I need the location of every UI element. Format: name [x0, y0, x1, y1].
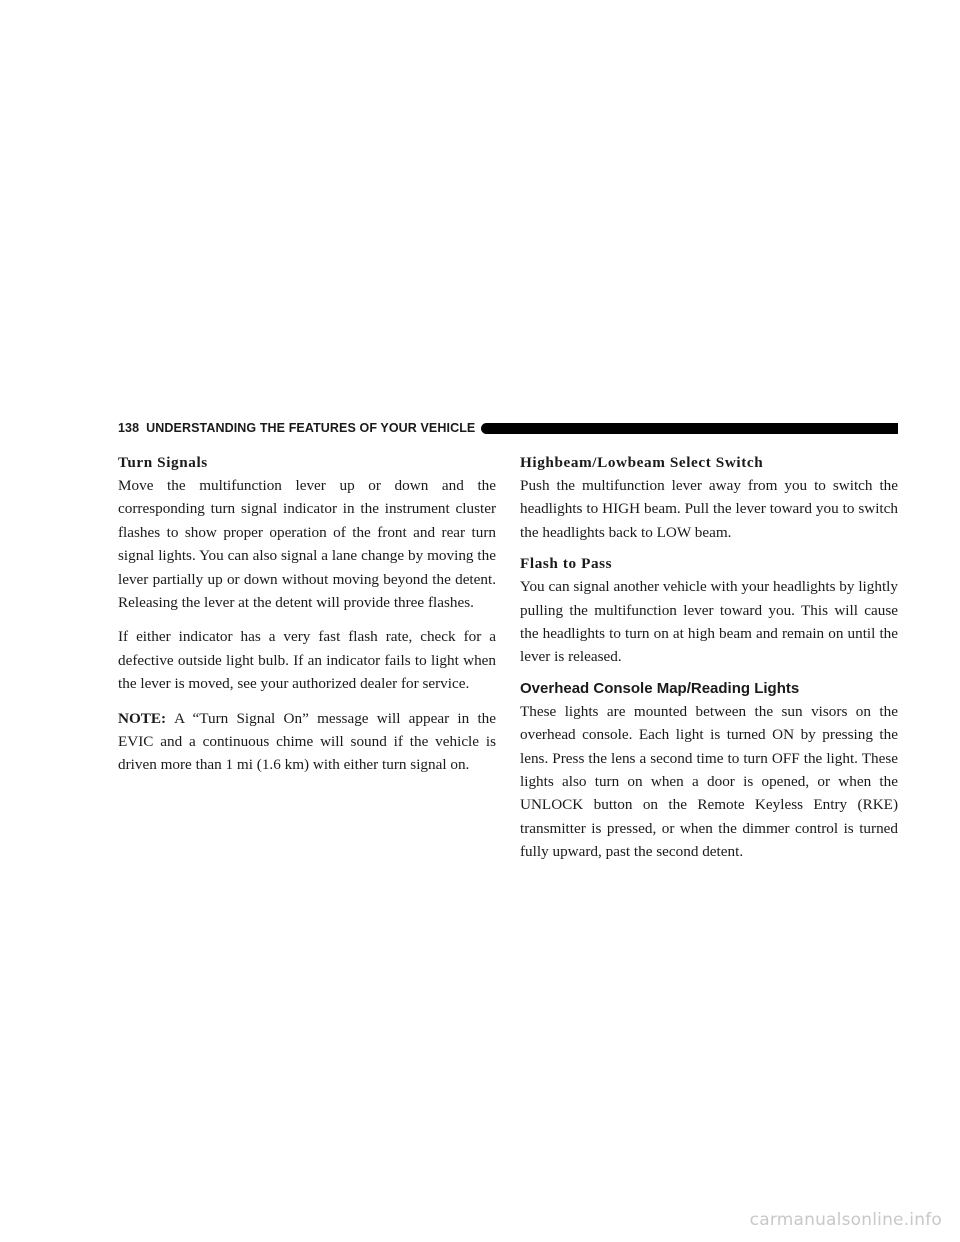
flash-to-pass-text: You can signal another vehicle with your headlights by lightly pulling the multifunction lever toward you. This will cause the headlights to turn on at high beam and remain on until the lever is released.: [520, 578, 898, 666]
overhead-console-text: These lights are mounted between the sun visors on the overhead console. Each light is turned ON by pressing the lens. Press the lens a second time to turn OFF the light. These lights also turn on when a door is opened, or when the UNLOCK button on the Remote Keyless Entry (RKE) transmitter is pressed, or when the dimmer control is turned fully upward, past the second detent.: [520, 702, 898, 861]
flash-to-pass-heading: Flash to Pass: [520, 555, 613, 573]
watermark: carmanualsonline.info: [749, 1210, 942, 1230]
section-title: UNDERSTANDING THE FEATURES OF YOUR VEHICLE: [146, 421, 476, 435]
left-column: [118, 452, 496, 777]
overhead-console-section: [520, 678, 898, 864]
note-label: NOTE:: [118, 709, 167, 727]
page-number: 138: [118, 421, 140, 435]
right-column: [520, 452, 898, 864]
turn-signals-paragraph-1: Move the multifunction lever up or down and the corresponding turn signal indicator in the instrument cluster flashes to show proper operation of the front and rear turn signal lights. You can also signal a lane change by moving the lever partially up or down without moving beyond the detent. Releasing the lever at the detent will provide three flashes.: [118, 477, 496, 612]
flash-to-pass-section: [520, 553, 898, 669]
header-rule: [481, 423, 898, 434]
overhead-console-heading: Overhead Console Map/Reading Lights: [520, 679, 800, 697]
turn-signals-note: [118, 707, 496, 777]
page-header: [118, 418, 898, 438]
turn-signals-section: [118, 452, 496, 777]
highbeam-heading: Highbeam/Lowbeam Select Switch: [520, 454, 764, 471]
turn-signals-paragraph-2: If either indicator has a very fast flash rate, check for a defective outside light bulb. If an indicator fails to light when the lever is moved, see your authorized dealer for service.: [118, 628, 496, 693]
highbeam-section: [520, 452, 898, 544]
highbeam-text: Push the multifunction lever away from you to switch the headlights to HIGH beam. Pull the lever toward you to switch the headlights back to LOW beam.: [520, 477, 898, 541]
turn-signals-heading: Turn Signals: [118, 454, 208, 471]
note-text: A “Turn Signal On” message will appear in the EVIC and a continuous chime will sound if the vehicle is driven more than 1 mi (1.6 km) with either turn signal on.: [118, 709, 496, 774]
